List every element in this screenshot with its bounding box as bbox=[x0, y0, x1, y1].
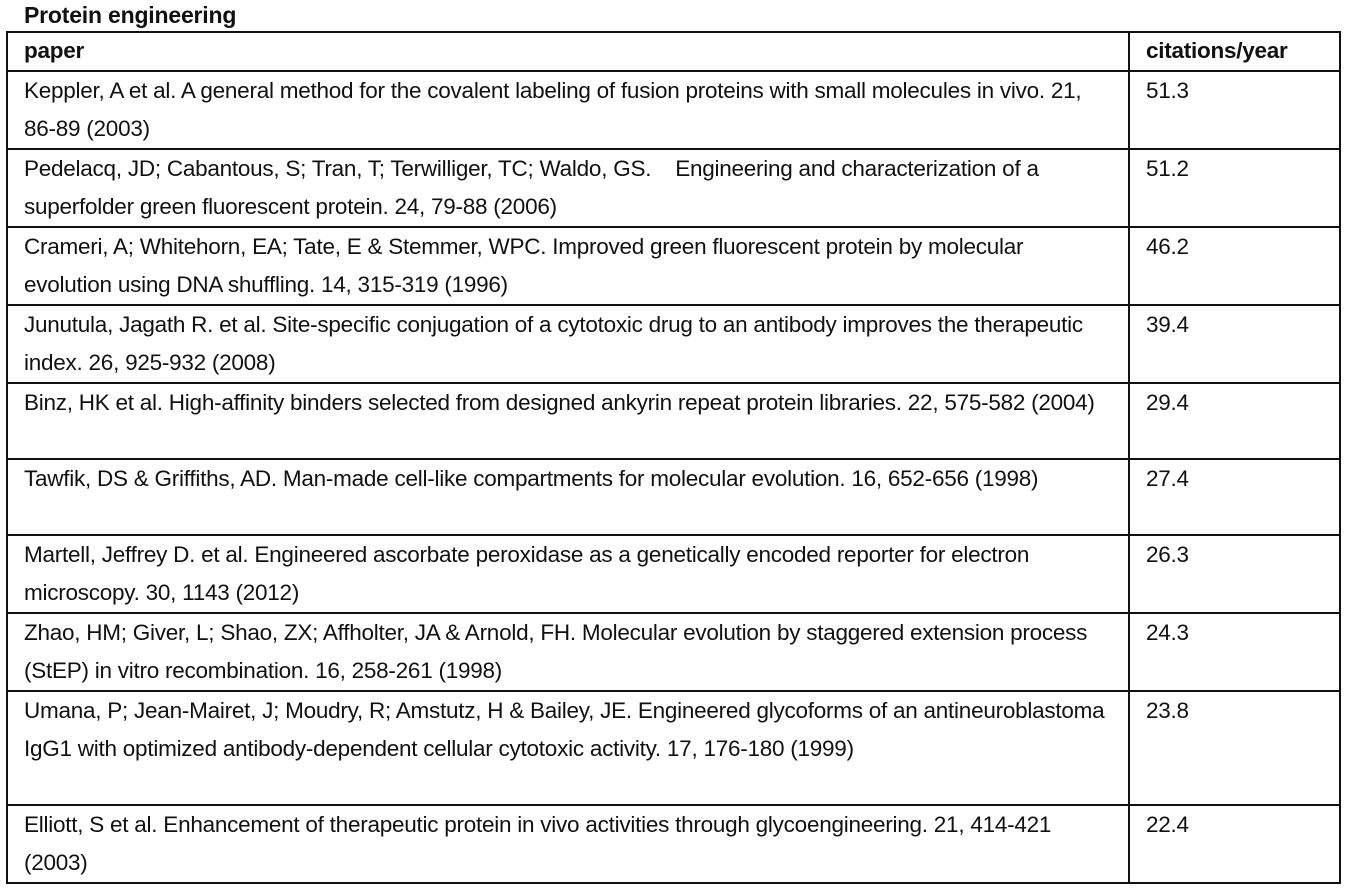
table-row bbox=[7, 613, 1340, 691]
paper-cell: Junutula, Jagath R. et al. Site-specific conjugation of a cytotoxic drug to an antibody improves the therapeutic index. 26, 925-932 (2008) bbox=[7, 305, 1129, 383]
document-title: Protein engineering bbox=[24, 2, 237, 28]
table-row bbox=[7, 227, 1340, 305]
paper-cell: Crameri, A; Whitehorn, EA; Tate, E & Stemmer, WPC. Improved green fluorescent protein by molecular evolution using DNA shuffling. 14, 315-319 (1996) bbox=[7, 227, 1129, 305]
paper-cell: Elliott, S et al. Enhancement of therapeutic protein in vivo activities through glycoengineering. 21, 414-421 (2003) bbox=[7, 805, 1129, 883]
table-header-row bbox=[7, 32, 1340, 71]
table-row bbox=[7, 71, 1340, 149]
table-row bbox=[7, 305, 1340, 383]
citations-cell: 26.3 bbox=[1129, 535, 1340, 613]
column-header-citations: citations/year bbox=[1129, 32, 1340, 71]
table-row bbox=[7, 383, 1340, 459]
citations-cell: 27.4 bbox=[1129, 459, 1340, 535]
paper-cell: Pedelacq, JD; Cabantous, S; Tran, T; Terwilliger, TC; Waldo, GS. Engineering and characterization of a superfolder green fluorescent protein. 24, 79-88 (2006) bbox=[7, 149, 1129, 227]
column-header-paper: paper bbox=[7, 32, 1129, 71]
table-row bbox=[7, 691, 1340, 805]
paper-cell: Keppler, A et al. A general method for the covalent labeling of fusion proteins with small molecules in vivo. 21, 86-89 (2003) bbox=[7, 71, 1129, 149]
paper-cell: Tawfik, DS & Griffiths, AD. Man-made cell-like compartments for molecular evolution. 16, 652-656 (1998) bbox=[7, 459, 1129, 535]
table-row bbox=[7, 535, 1340, 613]
papers-table bbox=[6, 31, 1341, 884]
table-row bbox=[7, 149, 1340, 227]
citations-cell: 23.8 bbox=[1129, 691, 1340, 805]
table-row bbox=[7, 805, 1340, 883]
citations-cell: 46.2 bbox=[1129, 227, 1340, 305]
citations-cell: 24.3 bbox=[1129, 613, 1340, 691]
citations-cell: 22.4 bbox=[1129, 805, 1340, 883]
paper-cell: Zhao, HM; Giver, L; Shao, ZX; Affholter, JA & Arnold, FH. Molecular evolution by staggered extension process (StEP) in vitro recombination. 16, 258-261 (1998) bbox=[7, 613, 1129, 691]
citations-cell: 51.3 bbox=[1129, 71, 1340, 149]
paper-cell: Binz, HK et al. High-affinity binders selected from designed ankyrin repeat protein libraries. 22, 575-582 (2004) bbox=[7, 383, 1129, 459]
paper-cell: Martell, Jeffrey D. et al. Engineered ascorbate peroxidase as a genetically encoded reporter for electron microscopy. 30, 1143 (2012) bbox=[7, 535, 1129, 613]
table-row bbox=[7, 459, 1340, 535]
paper-cell: Umana, P; Jean-Mairet, J; Moudry, R; Amstutz, H & Bailey, JE. Engineered glycoforms of an antineuroblastoma IgG1 with optimized antibody-dependent cellular cytotoxic activity. 17, 176-180 (1999) bbox=[7, 691, 1129, 805]
citations-cell: 29.4 bbox=[1129, 383, 1340, 459]
citations-cell: 39.4 bbox=[1129, 305, 1340, 383]
citations-cell: 51.2 bbox=[1129, 149, 1340, 227]
